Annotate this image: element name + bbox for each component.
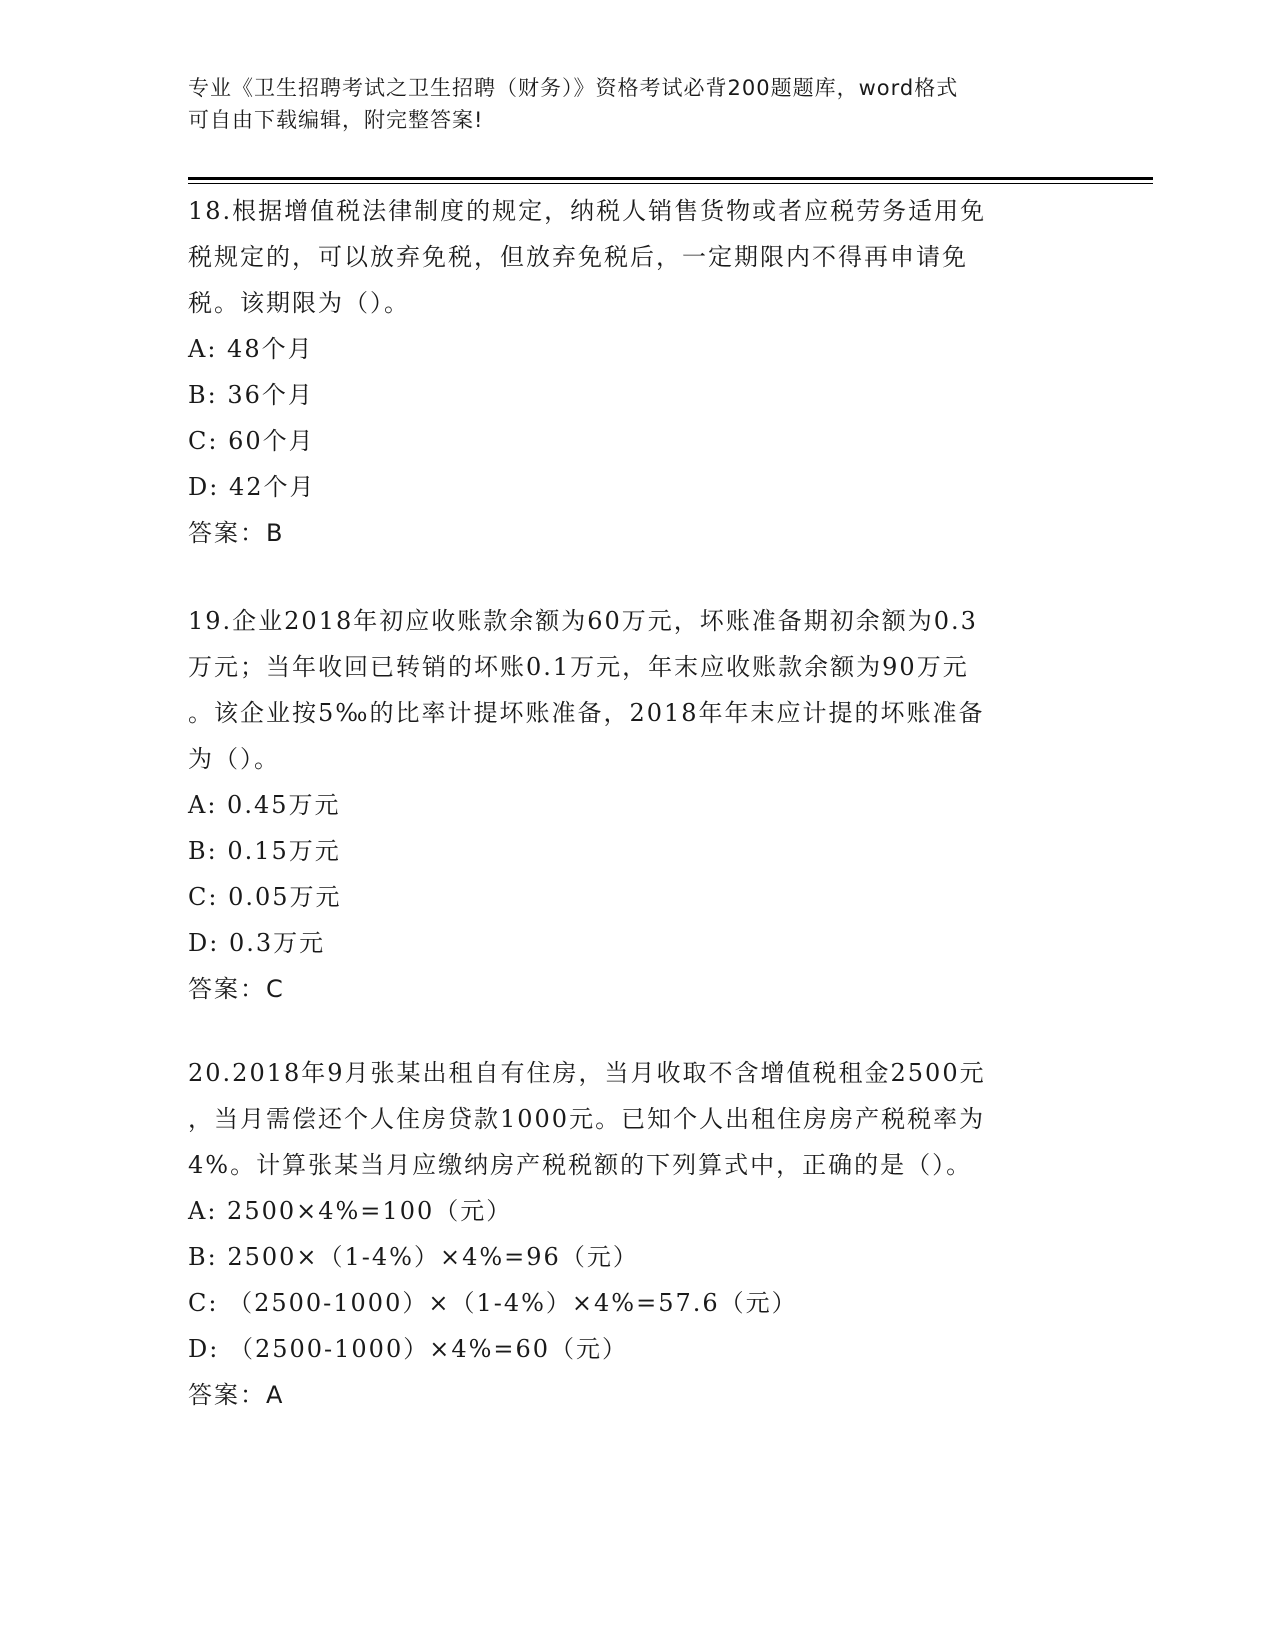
option-b: B: 2500×（1-4%）×4%=96（元） bbox=[188, 1243, 639, 1271]
question-18 bbox=[188, 188, 1088, 556]
answer: 答案：C bbox=[188, 975, 285, 1003]
question-text-line: ，当月需偿还个人住房贷款1000元。已知个人出租住房房产税税率为 bbox=[188, 1105, 986, 1133]
question-text-line: 税。该期限为（）。 bbox=[188, 289, 410, 317]
document-header bbox=[188, 72, 1068, 136]
option-c: C: 60个月 bbox=[188, 427, 315, 455]
option-b: B: 36个月 bbox=[188, 381, 314, 409]
question-19 bbox=[188, 598, 1088, 1012]
question-text-line: 20.2018年9月张某出租自有住房，当月收取不含增值税租金2500元 bbox=[188, 1059, 986, 1087]
answer: 答案：A bbox=[188, 1381, 285, 1409]
question-text-line: 18.根据增值税法律制度的规定，纳税人销售货物或者应税劳务适用免 bbox=[188, 197, 987, 225]
option-c: C: （2500-1000）×（1-4%）×4%=57.6（元） bbox=[188, 1289, 798, 1317]
answer: 答案：B bbox=[188, 519, 285, 547]
question-text-line: 4%。计算张某当月应缴纳房产税税额的下列算式中，正确的是（）。 bbox=[188, 1151, 973, 1179]
option-d: D: 42个月 bbox=[188, 473, 316, 501]
option-a: A: 2500×4%=100（元） bbox=[188, 1197, 513, 1225]
header-line-1: 专业《卫生招聘考试之卫生招聘（财务）》资格考试必背200题题库，word格式 bbox=[188, 76, 959, 100]
question-text-line: 19.企业2018年初应收账款余额为60万元，坏账准备期初余额为0.3 bbox=[188, 607, 978, 635]
option-b: B: 0.15万元 bbox=[188, 837, 341, 865]
option-d: D: 0.3万元 bbox=[188, 929, 326, 957]
question-text-line: 税规定的，可以放弃免税，但放弃免税后，一定期限内不得再申请免 bbox=[188, 243, 968, 271]
option-c: C: 0.05万元 bbox=[188, 883, 342, 911]
option-a: A: 0.45万元 bbox=[188, 791, 341, 819]
header-divider-thin bbox=[188, 183, 1153, 184]
header-line-2: 可自由下载编辑，附完整答案! bbox=[188, 108, 484, 132]
question-text-line: 万元；当年收回已转销的坏账0.1万元，年末应收账款余额为90万元 bbox=[188, 653, 969, 681]
question-20 bbox=[188, 1050, 1088, 1418]
header-divider-thick bbox=[188, 177, 1153, 180]
question-text-line: 。该企业按5‰的比率计提坏账准备，2018年年末应计提的坏账准备 bbox=[188, 699, 985, 727]
question-text-line: 为（）。 bbox=[188, 745, 280, 773]
option-d: D: （2500-1000）×4%=60（元） bbox=[188, 1335, 629, 1363]
option-a: A: 48个月 bbox=[188, 335, 314, 363]
